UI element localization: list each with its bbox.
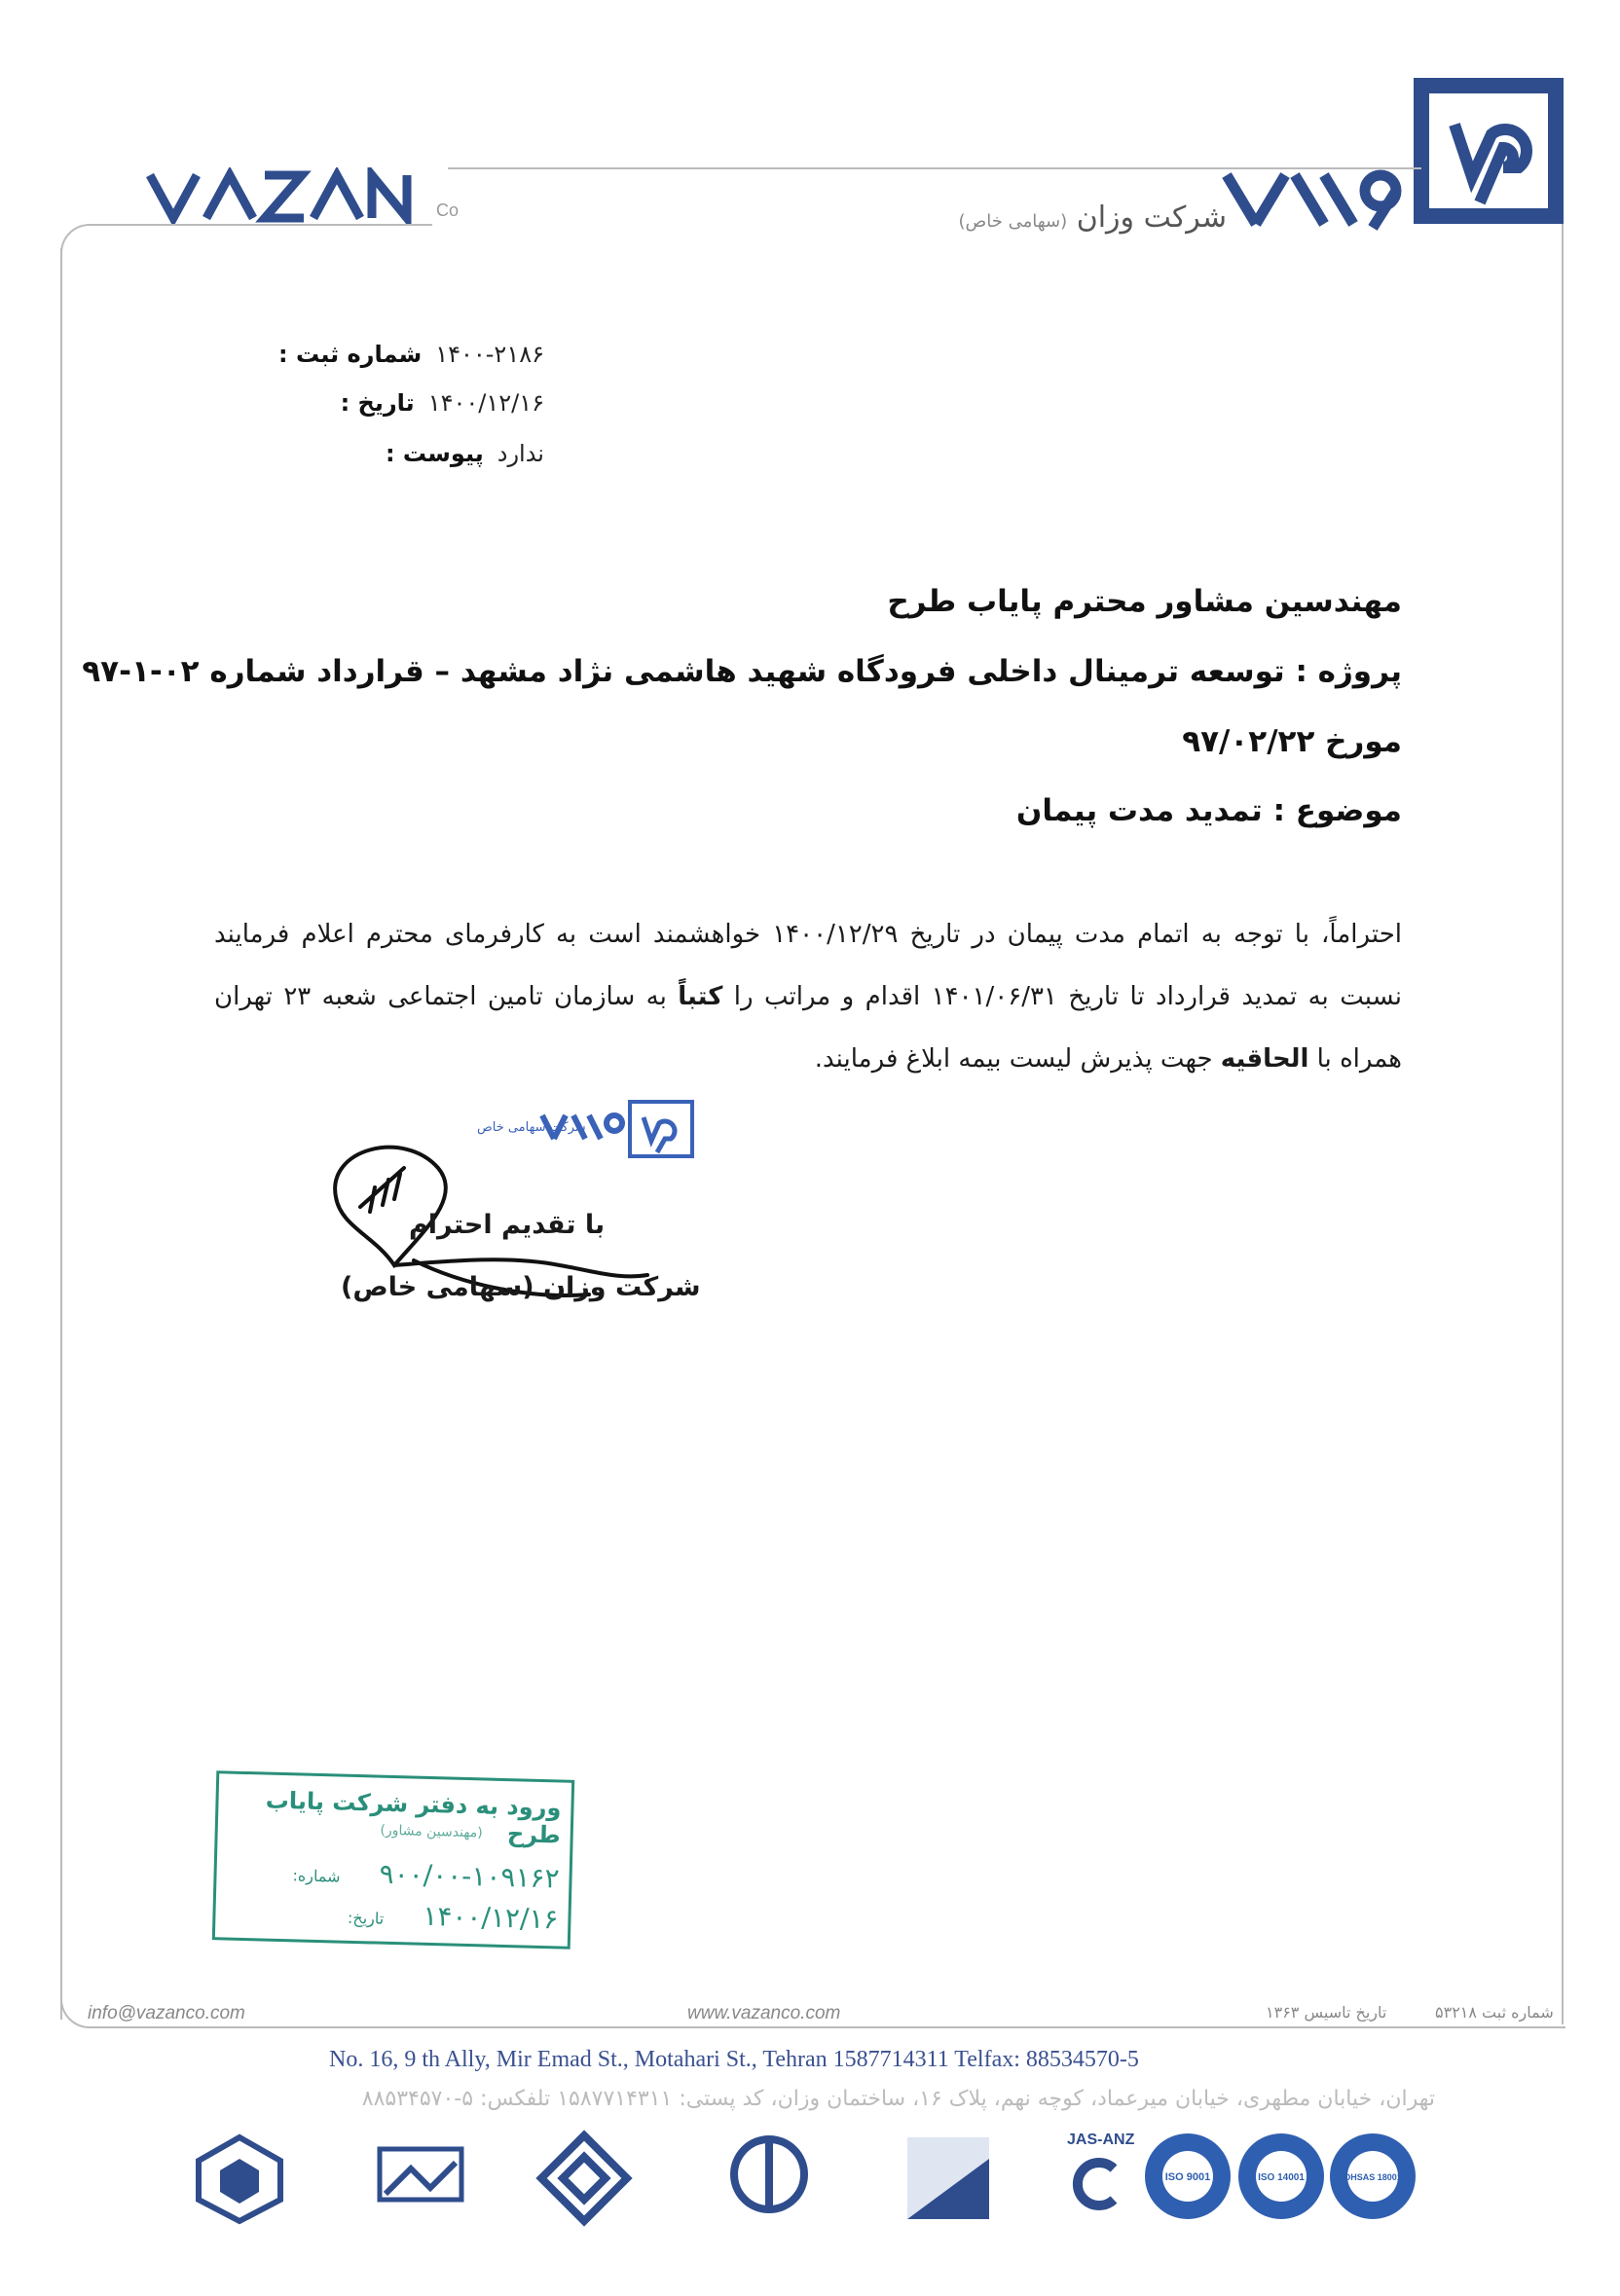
- ohsas-18001-badge: [1326, 2130, 1419, 2223]
- vazan-emblem-logo: [1414, 78, 1564, 224]
- received-date-label: تاریخ:: [347, 1908, 385, 1928]
- iso-9001-badge-icon: [1141, 2130, 1234, 2223]
- attachment-value: ندارد: [497, 440, 544, 467]
- jas-anz-label: JAS-ANZ: [1067, 2132, 1135, 2148]
- seal-text: شرکت سهامی خاص: [477, 1120, 586, 1135]
- ohsas-18001-badge-icon: [1326, 2130, 1419, 2223]
- diamond-emblem-icon: [535, 2130, 633, 2227]
- meta-attachment: [386, 440, 544, 467]
- iso-9001-text: ISO 9001: [1164, 2171, 1211, 2183]
- meta-date: [341, 389, 544, 417]
- body-text-1: احتراماً، با توجه به اتمام مدت پیمان در تاریخ ۱۴۰۰/۱۲/۲۹ خواهشمند است به کارفرمای محترم اعلام فرمایند نسبت به تمدید قرارداد تا تاریخ ۱۴۰۱/۰۶/۳۱ اقدام و مراتب را: [214, 920, 1403, 1011]
- association-logo-3: [535, 2130, 633, 2227]
- body-text-2: به سازمان تامین اجتماعی شعبه ۲۳ تهران همراه با: [214, 982, 1402, 1074]
- ohsas-18001-text: OHSAS 18001: [1344, 2172, 1402, 2182]
- received-stamp-title: ورود به دفتر شرکت پایاب طرح: [265, 1786, 562, 1849]
- jas-anz-icon: [1067, 2153, 1129, 2215]
- vazan-latin-logo: [146, 167, 438, 226]
- footer-established: تاریخ تاسیس ۱۳۶۳: [1266, 2003, 1387, 2022]
- meta-registration: [278, 341, 544, 368]
- iso-14001-badge-icon: [1234, 2130, 1328, 2223]
- signer-name: شرکت وزان (سهامی خاص): [341, 1272, 701, 1302]
- body-bold-2: الحاقیه: [1220, 1044, 1309, 1074]
- iso-14001-text: ISO 14001: [1258, 2172, 1305, 2183]
- received-stamp-subtitle: (مهندسین مشاور): [380, 1822, 483, 1841]
- bars-emblem-icon: [900, 2130, 997, 2227]
- letter-body: [214, 903, 1402, 1090]
- attachment-label: پیوست :: [385, 440, 484, 467]
- frame-top-left-corner: [60, 224, 432, 255]
- body-bold-1: کتباً: [678, 982, 723, 1011]
- company-name-fa: [935, 200, 1227, 235]
- vazan-wordmark-icon: [146, 167, 438, 226]
- body-paragraph: [214, 903, 1402, 1090]
- registration-label: شماره ثبت :: [277, 341, 423, 368]
- company-name: شرکت وزان: [1076, 200, 1227, 235]
- association-logo-4: [720, 2130, 818, 2227]
- received-number-value: ۹۰۰/۰۰-۱۰۹۱۶۲: [379, 1857, 560, 1895]
- footer-email[interactable]: info@vazanco.com: [88, 2003, 245, 2023]
- subject-line: موضوع : تمدید مدت پیمان: [1015, 793, 1402, 828]
- frame-right-line: [1562, 224, 1564, 2024]
- iso-9001-badge: [1141, 2130, 1234, 2223]
- association-logo-5: [900, 2130, 997, 2227]
- received-date-value: ۱۴۰۰/۱۲/۱۶: [422, 1899, 559, 1936]
- body-text-3: جهت پذیرش لیست بیمه ابلاغ فرمایند.: [814, 1044, 1221, 1074]
- date-value: ۱۴۰۰/۱۲/۱۶: [427, 389, 544, 417]
- footer-address-en: No. 16, 9 th Ally, Mir Emad St., Motahari St., Tehran 1587714311 Telfax: 88534570-5: [329, 2047, 1139, 2072]
- association-logo-2: [372, 2130, 469, 2227]
- received-number-label: شماره:: [292, 1866, 341, 1886]
- jas-anz-logo: [1067, 2153, 1129, 2215]
- closing-phrase: با تقدیم احترام: [409, 1210, 606, 1240]
- project-line: پروژه : توسعه ترمینال داخلی فرودگاه شهید هاشمی نژاد مشهد – قرارداد شماره ۰۲-۱-۹۷: [82, 654, 1402, 689]
- registration-value: ۱۴۰۰-۲۱۸۶: [435, 341, 544, 368]
- company-type: (سهامی خاص): [958, 211, 1068, 232]
- frame-left-line: [60, 248, 62, 2020]
- building-emblem-icon: [372, 2130, 469, 2227]
- date-label: تاریخ :: [340, 389, 415, 417]
- footer-reg-number: شماره ثبت ۵۳۲۱۸: [1435, 2003, 1554, 2022]
- association-emblem-icon: [191, 2130, 288, 2227]
- received-number-row: [292, 1855, 560, 1894]
- brand-suffix: Co: [436, 200, 460, 220]
- circle-emblem-icon: [720, 2130, 818, 2227]
- received-stamp: [212, 1770, 574, 1950]
- received-date-row: [348, 1898, 559, 1936]
- footer-address-fa: تهران، خیابان مطهری، خیابان میرعماد، کوچه نهم، پلاک ۱۶، ساختمان وزان، کد پستی: ۱۵۸۷۷۱۴۳۱۱ تلفکس: ۵-۸۸۵۳۴۵۷۰: [361, 2087, 1435, 2111]
- recipient: مهندسین مشاور محترم پایاب طرح: [887, 584, 1402, 619]
- iso-14001-badge: [1234, 2130, 1328, 2223]
- vazan-emblem-icon: [1414, 78, 1564, 224]
- contract-date: مورخ ۹۷/۰۲/۲۲: [1182, 724, 1402, 759]
- footer-website[interactable]: www.vazanco.com: [687, 2003, 841, 2023]
- association-logo-1: [191, 2130, 288, 2227]
- frame-top-line: [448, 167, 1421, 169]
